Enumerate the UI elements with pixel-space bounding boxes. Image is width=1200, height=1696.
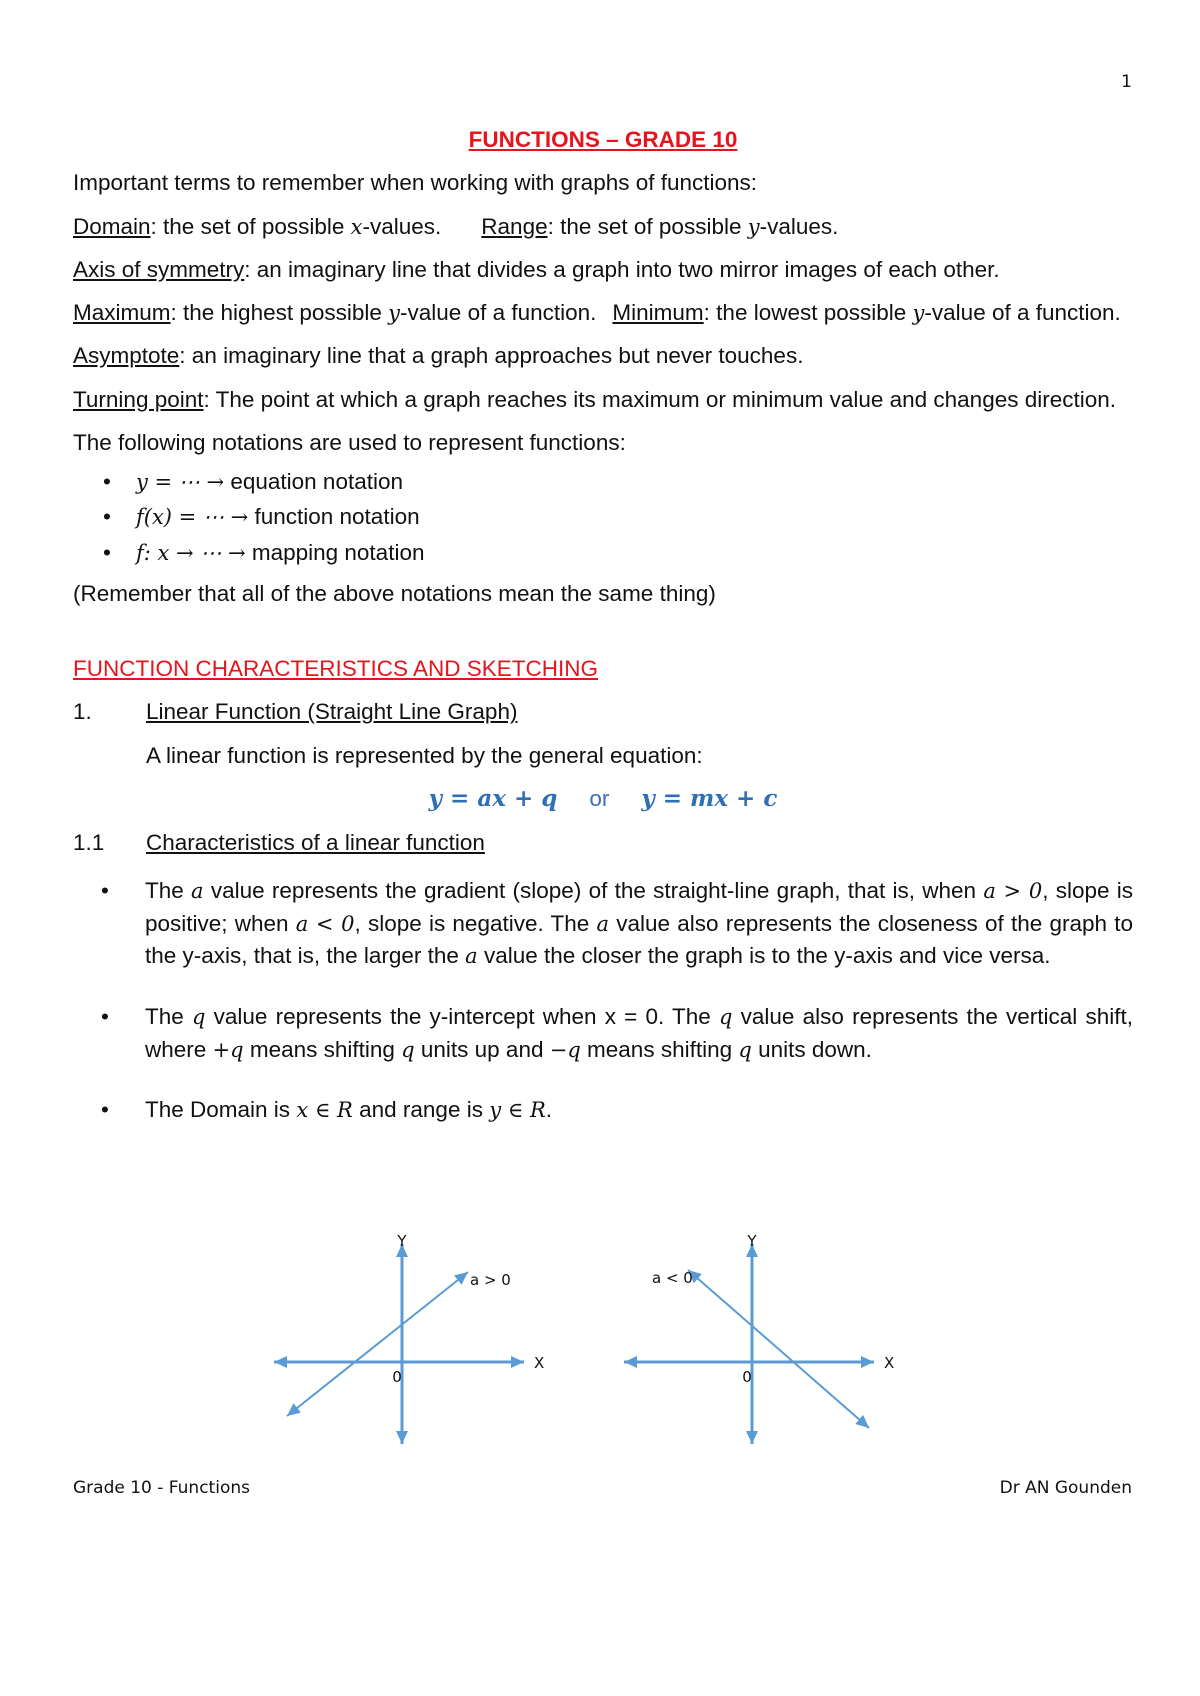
equation-1: y = ax + q: [428, 784, 558, 812]
section-title: FUNCTION CHARACTERISTICS AND SKETCHING: [73, 656, 599, 682]
document-body: [73, 125, 1133, 1155]
text-segment: value represents the gradient (slope) of the straight-line graph, that is, when: [203, 878, 984, 904]
minimum-var: y: [912, 301, 925, 326]
bullet-icon: •: [103, 469, 111, 495]
bullet-icon: •: [103, 504, 111, 530]
x-axis-arrow-start: [274, 1356, 287, 1368]
minimum-tail: -value of a function.: [924, 300, 1121, 326]
math-condition: a > 0: [983, 879, 1043, 904]
condition-label: a > 0: [470, 1271, 511, 1289]
x-axis-label: X: [534, 1354, 545, 1372]
text-segment: units down.: [751, 1036, 872, 1062]
asymptote-term: Asymptote: [73, 343, 180, 369]
text-segment: , slope is negative. The: [354, 910, 597, 936]
graph-line-arrow-start: [287, 1403, 301, 1416]
math-var: a: [191, 879, 204, 904]
x-axis-arrow-end: [861, 1356, 874, 1368]
heading-number: 1.: [73, 699, 92, 725]
range-tail: -values.: [759, 213, 839, 239]
range-var: y: [747, 214, 760, 239]
math-var: a: [465, 944, 478, 969]
notation-math: f(x) = ⋯ →: [136, 505, 249, 530]
footer-right: Dr AN Gounden: [999, 1478, 1132, 1498]
math-var: +q: [212, 1037, 244, 1062]
math-var: x ∈ R: [296, 1098, 353, 1123]
text-segment: means shifting: [580, 1036, 739, 1062]
graph-line: [287, 1272, 468, 1416]
equation-or: or: [589, 785, 610, 811]
maximum-tail: -value of a function.: [400, 300, 597, 326]
positive-slope-graph: [272, 1228, 572, 1460]
notation-math: f: x → ⋯ →: [136, 540, 246, 565]
text-segment: The: [145, 1004, 192, 1029]
range-term: Range: [481, 213, 548, 239]
turning-point-definition: [73, 385, 1133, 414]
page-title: FUNCTIONS – GRADE 10: [468, 127, 738, 152]
graph-line-arrow-end: [454, 1272, 468, 1285]
axis-text: : an imaginary line that divides a graph into two mirror images of each other.: [244, 256, 1000, 282]
characteristics-heading: [73, 828, 1133, 857]
domain-tail: -values.: [362, 213, 442, 239]
maximum-term: Maximum: [73, 300, 171, 326]
origin-label: 0: [392, 1368, 402, 1386]
list-item: [101, 1094, 1133, 1127]
intro-text: Important terms to remember when working with graphs of functions:: [73, 170, 758, 196]
math-var: −q: [549, 1037, 581, 1062]
y-axis-arrow-end: [396, 1431, 408, 1444]
notation-math: y = ⋯ →: [136, 470, 225, 495]
linear-heading: [73, 697, 1133, 726]
negative-slope-graph: [622, 1228, 922, 1460]
origin-label: 0: [742, 1368, 752, 1386]
domain-term: Domain: [73, 213, 151, 239]
math-var: y ∈ R: [489, 1098, 546, 1123]
text-segment: value the closer the graph is to the y-axis and vice versa.: [477, 943, 1051, 969]
heading-text: Characteristics of a linear function: [146, 829, 485, 855]
text-segment: The Domain is: [145, 1097, 297, 1123]
footer-left: Grade 10 - Functions: [73, 1478, 250, 1498]
remember-note: (Remember that all of the above notations mean the same thing): [73, 580, 716, 606]
math-var: q: [401, 1037, 415, 1062]
characteristics-list: [73, 875, 1133, 1127]
math-var: a: [596, 911, 610, 936]
y-axis-label: Y: [397, 1232, 407, 1250]
minimum-text: : the lowest possible: [703, 300, 913, 326]
bullet-icon: •: [103, 539, 111, 565]
heading-number: 1.1: [73, 829, 105, 855]
graph-line: [688, 1270, 869, 1428]
text-segment: means shifting: [243, 1036, 402, 1062]
list-item: [101, 1001, 1133, 1066]
maximum-var: y: [388, 301, 401, 326]
text-segment: The: [145, 878, 192, 904]
list-item: [103, 502, 1133, 531]
list-item: [101, 875, 1133, 973]
linear-graphs: [272, 1228, 972, 1460]
text-segment: value represents the y-intercept when x = 0. The: [205, 1004, 719, 1029]
page-number: 1: [1121, 72, 1132, 92]
text-segment: units up and: [414, 1036, 550, 1062]
turning-point-term: Turning point: [73, 386, 204, 412]
math-condition: a < 0: [295, 911, 355, 936]
heading-text: Linear Function (Straight Line Graph): [146, 699, 518, 725]
asymptote-definition: [73, 341, 1133, 370]
notations-list: [73, 467, 1133, 567]
condition-label: a < 0: [652, 1269, 693, 1287]
text-segment: , slope is positive; when: [145, 878, 1133, 936]
max-min-definition: [73, 298, 1133, 327]
axis-term: Axis of symmetry: [73, 256, 245, 282]
notations-intro: The following notations are used to represent functions:: [73, 429, 626, 455]
bullet-icon: •: [101, 1004, 109, 1029]
bullet-icon: •: [101, 1097, 109, 1123]
range-text: : the set of possible: [547, 213, 748, 239]
math-var: q: [719, 1005, 733, 1029]
general-equation: [73, 784, 1133, 814]
math-var: q: [738, 1037, 752, 1062]
domain-var: x: [350, 214, 363, 239]
text-segment: and range is: [352, 1097, 490, 1123]
notation-label: function notation: [248, 504, 420, 530]
list-item: [103, 538, 1133, 567]
y-axis-arrow-end: [746, 1431, 758, 1444]
maximum-text: : the highest possible: [170, 300, 389, 326]
y-axis-label: Y: [747, 1232, 757, 1250]
turning-point-text: : The point at which a graph reaches its maximum or minimum value and changes direction.: [203, 386, 1117, 412]
x-axis-arrow-end: [511, 1356, 524, 1368]
text-segment: value also represents the vertical shift, where: [145, 1004, 1133, 1062]
axis-definition: [73, 255, 1133, 284]
text-segment: .: [545, 1097, 553, 1123]
minimum-term: Minimum: [612, 300, 704, 326]
x-axis-label: X: [884, 1354, 895, 1372]
general-equation-text: A linear function is represented by the general equation:: [146, 742, 703, 768]
list-item: [103, 467, 1133, 496]
domain-range-definition: [73, 212, 1133, 241]
bullet-icon: •: [101, 878, 109, 904]
notation-label: equation notation: [224, 469, 403, 495]
math-var: q: [191, 1005, 206, 1029]
x-axis-arrow-start: [624, 1356, 637, 1368]
equation-2: y = mx + c: [641, 784, 778, 812]
asymptote-text: : an imaginary line that a graph approaches but never touches.: [179, 343, 804, 369]
text-segment: value also represents the closeness of the graph to the y-axis, that is, the larger the: [145, 910, 1133, 969]
notation-label: mapping notation: [245, 539, 425, 565]
domain-text: : the set of possible: [150, 213, 351, 239]
